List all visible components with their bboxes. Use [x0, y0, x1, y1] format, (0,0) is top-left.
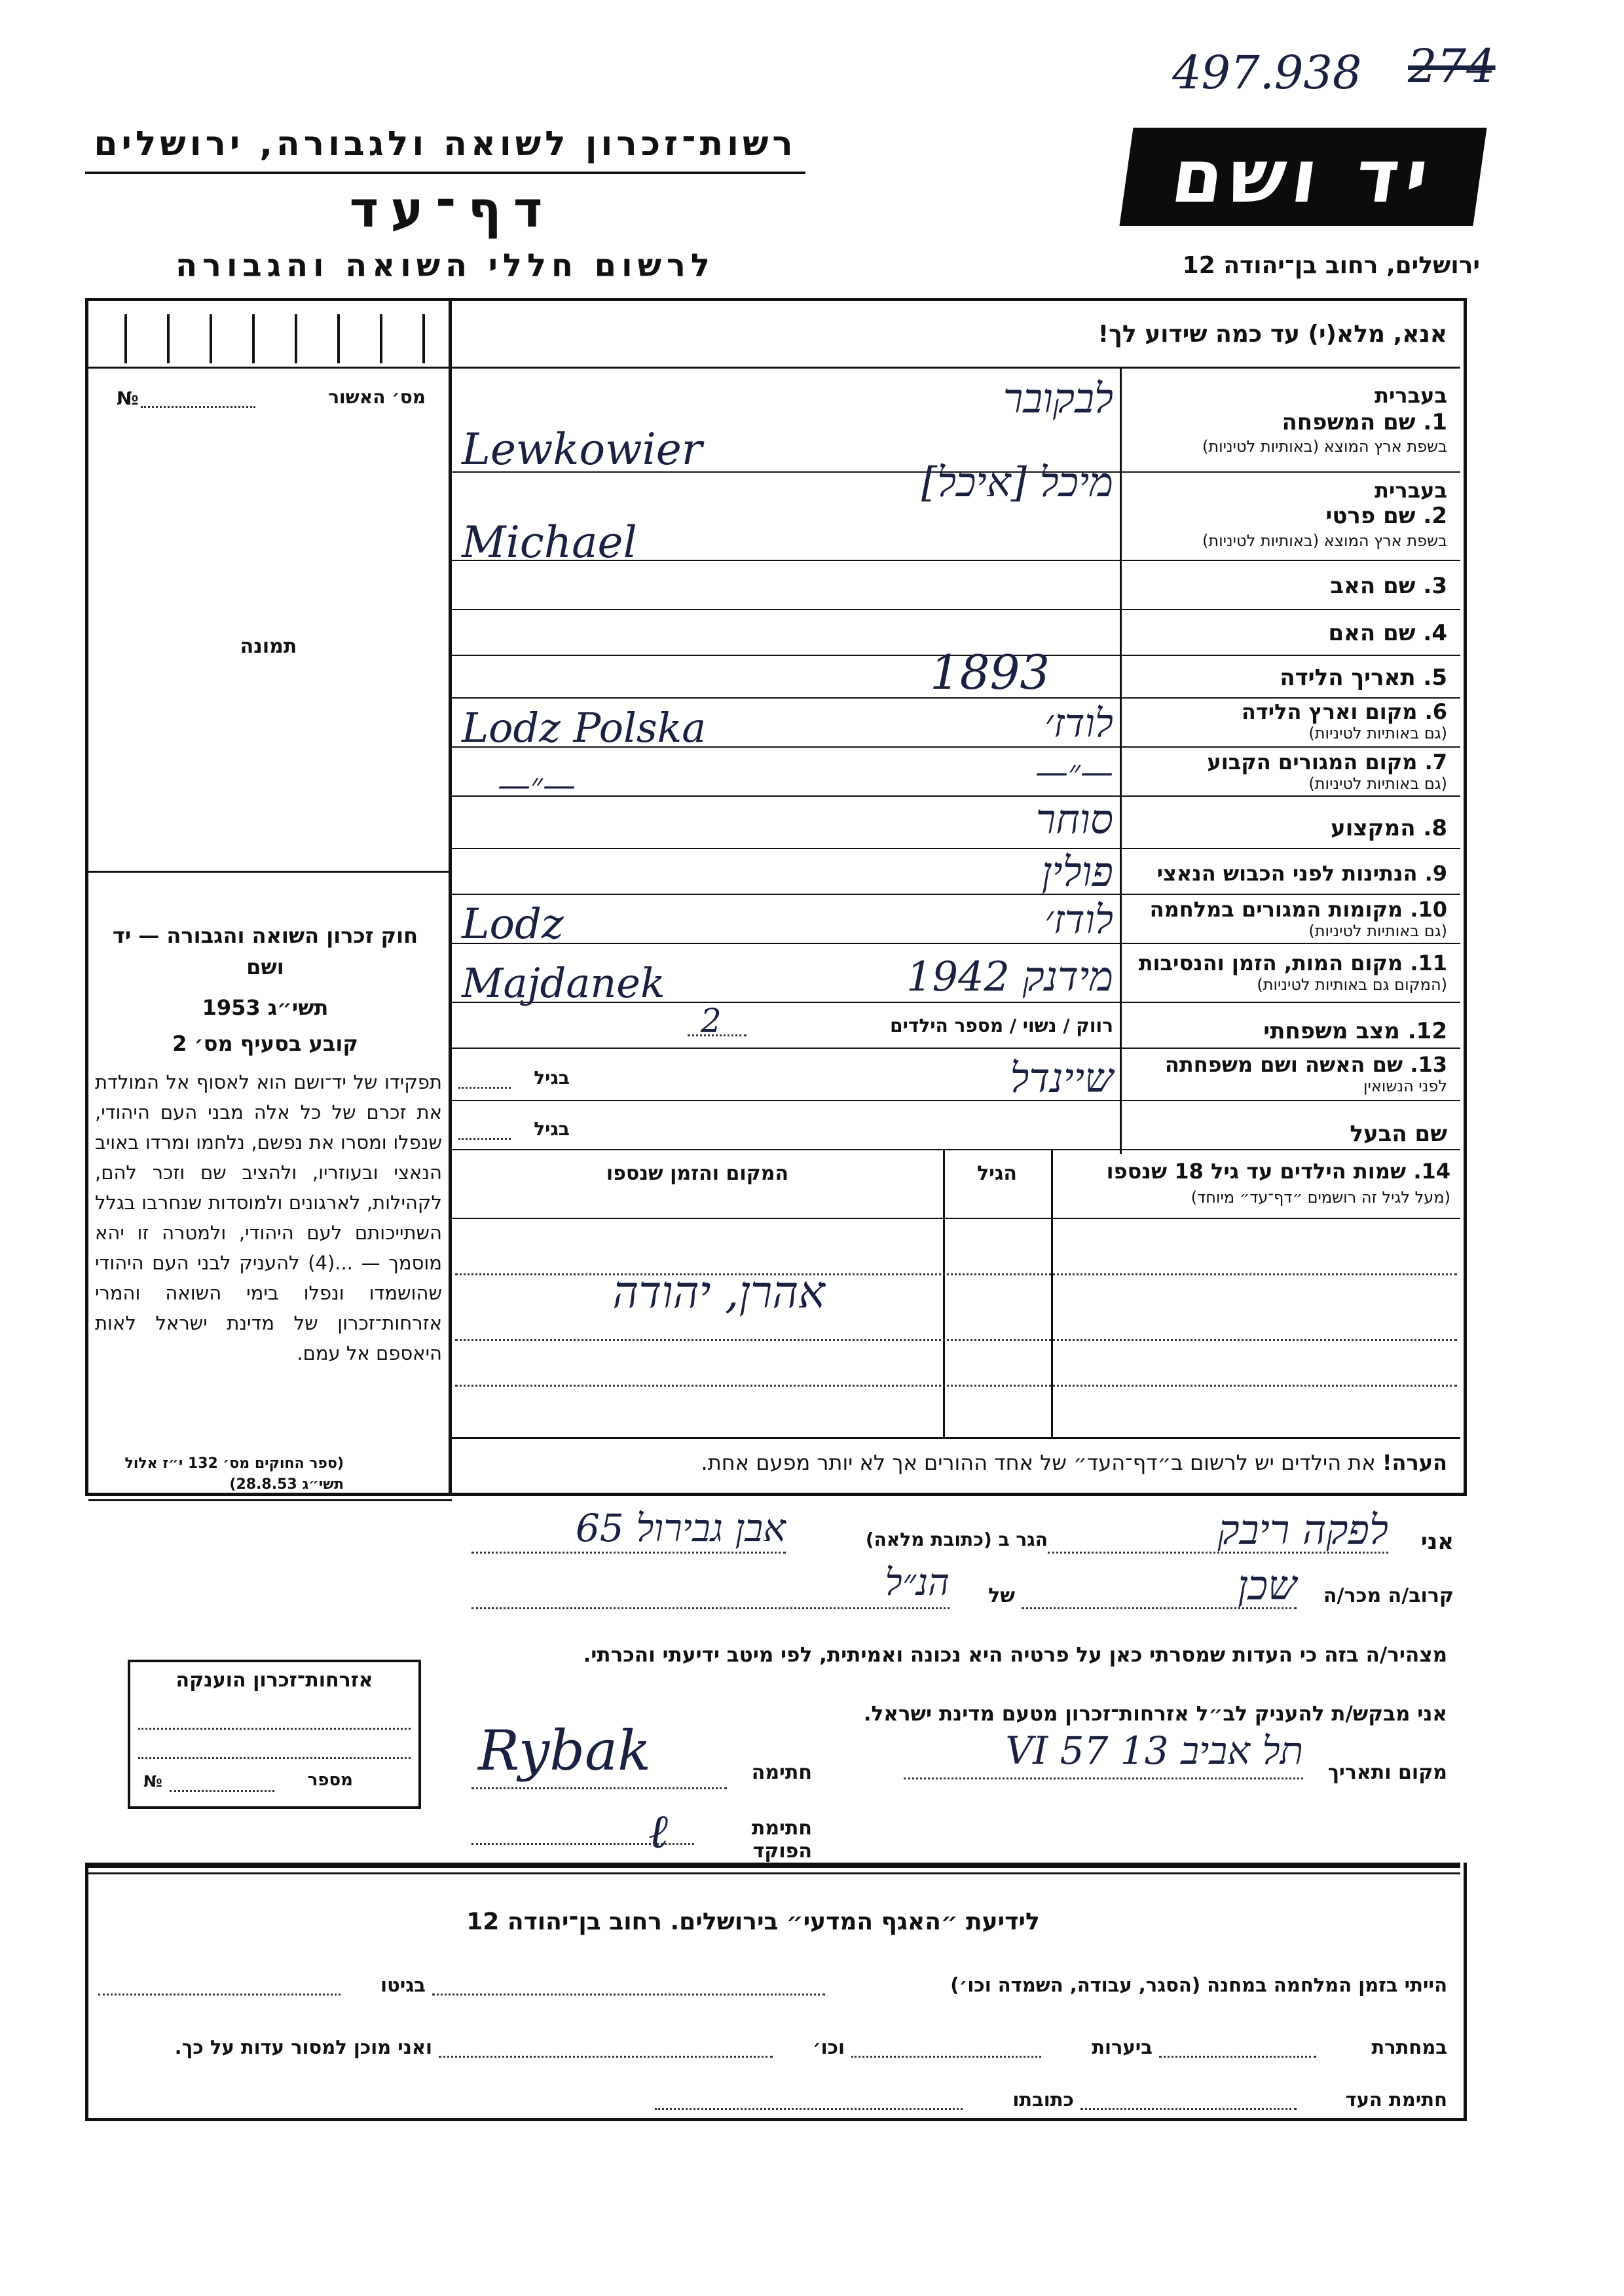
declarant-ani: אני [1420, 1529, 1454, 1555]
bottom-title: לידיעת ״האגף המדעי״ בירושלים. רחוב בן־יהודה 12 [466, 1908, 1040, 1935]
officer-signature-mark: ℓ [648, 1804, 668, 1859]
children-label: שמות הילדים עד גיל 18 שנספו [1106, 1159, 1407, 1184]
field13-num: 13. [1410, 1052, 1447, 1077]
authority-name: רשות־זכרון לשואה ולגבורה, ירושלים [94, 124, 797, 164]
place-date-value[interactable]: תל אביב 13 VI 57 [1005, 1728, 1303, 1773]
officer-signature-label: חתימת הפוקד [751, 1817, 812, 1863]
bottom-line3-address: כתובתו [1012, 2088, 1074, 2111]
first-name-latin[interactable]: Michael [462, 517, 637, 568]
wife-age-label: בגיל [534, 1067, 570, 1089]
field12-num: 12. [1407, 1018, 1447, 1044]
field4-label: שם האם [1328, 620, 1416, 646]
of-value[interactable]: הנ״ל [885, 1561, 950, 1604]
birth-date-value[interactable]: 1893 [930, 645, 1050, 700]
father-name-value[interactable] [458, 570, 1113, 602]
bottom-line2-forests: ביערות [1092, 2036, 1153, 2058]
children-col-place: המקום והזמן שנספו [606, 1162, 789, 1185]
profession-value[interactable]: סוחר [1035, 795, 1113, 843]
field2-label: שם פרטי [1325, 503, 1416, 529]
law-ref: (ספר החוקים מס׳ 132 י״ז אלול תשי״ג 28.8.53) [124, 1455, 344, 1493]
bottom-line2-etc: וכו׳ [812, 2036, 845, 2058]
family-name-latin[interactable]: Lewkowier [462, 424, 703, 475]
law-section: קובע בסעיף מס׳ 2 [172, 1031, 358, 1056]
field6-num: 6. [1424, 699, 1447, 724]
form-subtitle: לרשום חללי השואה והגבורה [175, 247, 715, 284]
field11-sub: (המקום גם באותיות לטיניות) [1257, 975, 1447, 994]
mother-name-value[interactable] [458, 615, 1113, 648]
memorial-box-number-label: מספר [307, 1770, 353, 1790]
note-label: הערה! [1382, 1450, 1447, 1475]
husband-name-value[interactable] [589, 1106, 1113, 1139]
field7-label: מקום המגורים הקבוע [1207, 750, 1418, 774]
field13-label: שם האשה ושם משפחתה [1164, 1052, 1403, 1077]
yad-vashem-logo [1119, 128, 1486, 226]
field3-num: 3. [1423, 573, 1447, 599]
field9-label: הנתינות לפני הכבוש הנאצי [1156, 861, 1418, 886]
memorial-citizenship-box [128, 1660, 421, 1809]
death-place-hebrew[interactable]: מידנק 1942 [906, 953, 1113, 1000]
war-residence-hebrew[interactable]: לודז׳ [1044, 897, 1113, 943]
field6-label: מקום וארץ הלידה [1241, 699, 1418, 724]
declaration-text: מצהיר/ה בזה כי העדות שמסרתי כאן על פרטיה היא נכונה ואמיתית, לפי מיטב ידיעתי והכרתי. [583, 1643, 1447, 1667]
field5-label: תאריך הלידה [1280, 665, 1416, 691]
field10-sub: (גם באותיות לטיניות) [1308, 922, 1447, 940]
request-text: אני מבקש/ת להעניק לב״ל אזרחות־זכרון מטעם מדינת ישראל. [863, 1702, 1447, 1726]
children-entry[interactable]: אהרן, יהודה [612, 1267, 825, 1319]
field11-label: מקום המות, הזמן והנסיבות [1138, 951, 1403, 975]
birth-place-latin[interactable]: Lodz Polska [462, 704, 707, 752]
field13-sub: לפני הנשואין [1363, 1077, 1447, 1095]
bottom-line2-ready: ואני מוכן למסור עדות על כך. [174, 2036, 432, 2058]
field8-num: 8. [1423, 815, 1447, 841]
citizenship-value[interactable]: פולין [1041, 848, 1113, 896]
law-body: תפקידו של יד־ושם הוא לאסוף אל המולדת את זכרם של כל אלה מבני העם היהודי, שנפלו ומסרו את נפשם, נלחמו ומרדו באויב הנאצי ובעוזריו, ולהציב שם וזכר להם, לקהילות, לארגונים ולמוסדות שנחרבו בגלל השתייכותם לעם היהודי, ולמטרה זו יהא מוסמך — ...(4) להעניק לבני העם היהודי שהושמדו ונפלו בימי השואה והמרי אזרחות־זכרון של מדינת ישראל לאות היאספם אל עמם. [95, 1071, 442, 1364]
of-label: של [988, 1584, 1015, 1607]
law-year: תשי״ג 1953 [202, 995, 329, 1020]
field1-label: שם המשפחה [1282, 409, 1416, 435]
field11-num: 11. [1410, 951, 1447, 975]
field3-label: שם האב [1330, 573, 1416, 599]
note-text: את הילדים יש לרשום ב״דף־העד״ של אחד ההורים אך לא יותר מפעם אחת. [701, 1450, 1376, 1475]
bottom-line1-ghetto: בגיטו [380, 1974, 426, 1996]
children-count-value[interactable]: 2 [701, 1002, 722, 1040]
form-title: דף־עד [349, 180, 555, 238]
law-title: חוק זכרון השואה והגבורה — יד ושם [112, 923, 418, 979]
field12-label: מצב משפחתי [1263, 1018, 1400, 1044]
residence-hebrew[interactable]: —״— [1035, 753, 1113, 791]
archive-number: 497.938 [1172, 46, 1362, 100]
husband-age-label: בגיל [534, 1118, 570, 1140]
field2-num: 2. [1423, 503, 1447, 529]
field6-sub: (גם באותיות לטיניות) [1308, 724, 1447, 742]
war-residence-latin[interactable]: Lodz [462, 900, 564, 949]
husband-label: שם הבעל [1350, 1121, 1447, 1147]
field4-num: 4. [1423, 620, 1447, 646]
field7-num: 7. [1424, 750, 1447, 774]
field5-num: 5. [1423, 665, 1447, 691]
memorial-box-title: אזרחות־זכרון הוענקה [175, 1669, 373, 1692]
field10-label: מקומות המגורים במלחמה [1149, 897, 1403, 922]
bottom-line2-underground: במחתרת [1371, 2036, 1447, 2058]
photo-label: תמונה [240, 635, 297, 658]
archive-number-struck: 274 [1408, 39, 1496, 93]
relation-value[interactable]: שכן [1237, 1561, 1297, 1609]
declarant-name[interactable]: לפקה ריבק [1217, 1506, 1388, 1554]
field9-num: 9. [1424, 861, 1447, 886]
field1-sub: בשפת ארץ המוצא (באותיות לטיניות) [1202, 437, 1447, 456]
wife-name-value[interactable]: שיינדל [1010, 1054, 1113, 1102]
declarant-address[interactable]: אבן גבירול 65 [576, 1506, 786, 1550]
field8-label: המקצוע [1331, 815, 1416, 841]
declarant-resides-label: הגר ב (כתובת מלאה) [865, 1529, 1048, 1550]
children-col-age: הגיל [977, 1162, 1017, 1185]
place-date-label: מקום ותאריך [1327, 1761, 1447, 1784]
children-sub: (מעל לגיל זה רושמים ״דף־עד״ מיוחד) [1190, 1188, 1450, 1207]
signature-label: חתימה [751, 1761, 812, 1784]
memorial-box-no-mark: № [143, 1772, 162, 1791]
bottom-line3-witness-sig: חתימת העד [1345, 2088, 1447, 2111]
field2-hebrew-tag: בעברית [1375, 478, 1447, 503]
bottom-line1-camp: הייתי בזמן המלחמה במחנה (הסגר, עבודה, השמדה וכו׳) [950, 1974, 1447, 1996]
address-line: ירושלים, רחוב בן־יהודה 12 [1182, 252, 1480, 279]
children-num: 14. [1413, 1159, 1450, 1184]
field1-hebrew-tag: בעברית [1375, 383, 1447, 408]
residence-latin[interactable]: —״— [498, 766, 576, 804]
field7-sub: (גם באותיות לטיניות) [1308, 774, 1447, 793]
relative-label: קרוב/ה מכר/ה [1323, 1584, 1454, 1607]
field2-sub: בשפת ארץ המוצא (באותיות לטיניות) [1202, 532, 1447, 550]
first-name-hebrew[interactable]: מיכל [איכל] [921, 458, 1113, 506]
birth-place-hebrew[interactable]: לודז׳ [1044, 701, 1113, 746]
family-status-options: רווק / נשוי / מספר הילדים [890, 1015, 1113, 1036]
code-boxes [105, 314, 445, 363]
signature-value[interactable]: Rybak [478, 1719, 651, 1783]
field1-num: 1. [1423, 409, 1447, 435]
approval-no-mark: № [117, 388, 139, 409]
field10-num: 10. [1410, 897, 1447, 922]
approval-label: מס׳ האשור [328, 386, 426, 408]
instruction: אנא, מלא(י) עד כמה שידוע לך! [1098, 321, 1447, 348]
family-name-hebrew[interactable]: לבקובר [1003, 374, 1113, 422]
death-place-latin[interactable]: Majdanek [462, 959, 665, 1007]
logo-text: יד ושם [1166, 134, 1440, 219]
